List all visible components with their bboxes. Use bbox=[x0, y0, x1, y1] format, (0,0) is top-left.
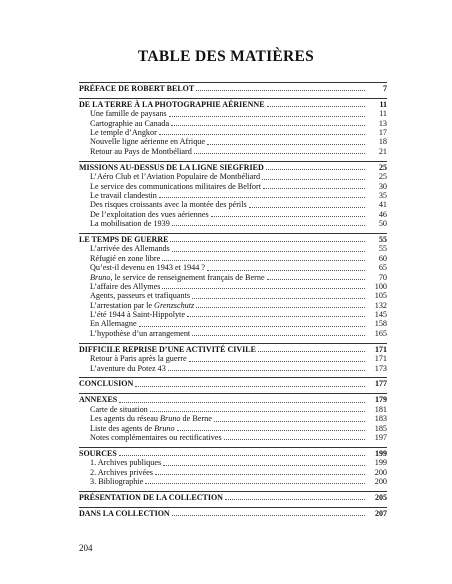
toc-heading-label: LE TEMPS DE GUERRE bbox=[79, 234, 169, 244]
toc-entry-label: 2. Archives privées bbox=[90, 467, 153, 477]
toc-heading-label: SOURCES bbox=[79, 448, 117, 458]
toc-leader bbox=[162, 282, 365, 289]
toc-entry bbox=[79, 301, 387, 310]
toc-section bbox=[79, 343, 387, 373]
toc-leader bbox=[224, 433, 365, 440]
toc-entry-italic: Bruno bbox=[154, 423, 175, 433]
toc-section bbox=[79, 507, 387, 518]
toc-page-number: 199 bbox=[374, 458, 387, 468]
toc-leader bbox=[162, 254, 365, 261]
toc-entry-label: L’arrestation par le Grenzschutz bbox=[90, 300, 195, 310]
toc-entry bbox=[79, 291, 387, 300]
toc-entry bbox=[79, 364, 387, 373]
toc-entry-label: Agents, passeurs et trafiquants bbox=[90, 291, 191, 301]
toc-entry bbox=[79, 244, 387, 253]
toc-entry-label: Liste des agents de Bruno bbox=[90, 423, 175, 433]
toc-leader bbox=[214, 415, 365, 422]
toc-heading-label: DANS LA COLLECTION bbox=[79, 508, 170, 518]
page-title: TABLE DES MATIÈRES bbox=[137, 48, 315, 65]
toc-leader bbox=[172, 219, 365, 226]
toc-page-number: 17 bbox=[378, 128, 387, 138]
toc-leader bbox=[170, 235, 365, 242]
toc-entry-label: Retour au Pays de Montbéliard bbox=[90, 146, 192, 156]
toc-leader bbox=[266, 163, 365, 170]
toc-page-number: 165 bbox=[374, 328, 387, 338]
toc-entry-label: Carte de situation bbox=[90, 404, 148, 414]
toc-entry-italic: Bruno bbox=[160, 414, 181, 424]
toc-leader bbox=[196, 84, 365, 91]
page-number: 204 bbox=[79, 543, 93, 553]
toc-entry-label: Le service des communications militaires de Belfort bbox=[90, 181, 261, 191]
toc-section-heading bbox=[79, 395, 387, 404]
toc-entry-label: En Allemagne bbox=[90, 319, 137, 329]
toc-entry-label: Les agents du réseau Bruno de Berne bbox=[90, 414, 212, 424]
toc-section-heading bbox=[79, 84, 387, 93]
toc-entry-label: De l’exploitation des vues aériennes bbox=[90, 209, 209, 219]
toc-entry bbox=[79, 191, 387, 200]
toc-heading-label: MISSIONS AU-DESSUS DE LA LIGNE SIEGFRIED bbox=[79, 162, 264, 172]
toc-heading-label: PRÉSENTATION DE LA COLLECTION bbox=[79, 492, 223, 502]
toc-section-heading bbox=[79, 345, 387, 354]
toc-page-number: 60 bbox=[378, 253, 387, 263]
toc-entry-label: Nouvelle ligne aérienne en Afrique bbox=[90, 137, 206, 147]
toc-leader bbox=[169, 110, 365, 117]
toc-entry-label: La mobilisation de 1939 bbox=[90, 219, 170, 229]
toc-page-number: 171 bbox=[375, 344, 387, 354]
toc-leader bbox=[119, 449, 365, 456]
toc-page-number: 65 bbox=[378, 263, 387, 273]
toc-entry-label: 1. Archives publiques bbox=[90, 458, 162, 468]
toc-page-number: 145 bbox=[374, 310, 387, 320]
toc-entry-label: L’affaire des Allymes bbox=[90, 281, 161, 291]
toc-heading-label: PRÉFACE DE ROBERT BELOT bbox=[79, 84, 195, 93]
toc-section-heading bbox=[79, 163, 387, 172]
toc-entry bbox=[79, 182, 387, 191]
toc-page-number: 18 bbox=[378, 137, 387, 147]
toc-page-number: 21 bbox=[378, 146, 387, 156]
toc-page-number: 25 bbox=[378, 172, 387, 182]
toc-section-heading bbox=[79, 100, 387, 109]
toc-page-number: 183 bbox=[374, 414, 387, 424]
toc-leader bbox=[207, 264, 365, 271]
toc-entry-label: Le temple d’Angkor bbox=[90, 128, 157, 138]
toc-section bbox=[79, 98, 387, 156]
toc-leader bbox=[263, 182, 365, 189]
toc-leader bbox=[168, 364, 365, 371]
toc-page-number: 200 bbox=[374, 476, 387, 486]
toc-page-number: 55 bbox=[379, 234, 387, 244]
toc-section bbox=[79, 393, 387, 442]
toc-entry bbox=[79, 119, 387, 128]
toc-entry-label: Bruno, le service de renseignement français de Berne bbox=[90, 272, 265, 282]
toc-entry-label: L’hypothèse d’un arrangement bbox=[90, 328, 191, 338]
toc-page-number: 171 bbox=[374, 354, 387, 364]
toc-section bbox=[79, 491, 387, 502]
toc-leader bbox=[159, 128, 365, 135]
toc-leader bbox=[150, 405, 365, 412]
toc-page-number: 199 bbox=[375, 448, 387, 458]
toc-section bbox=[79, 82, 387, 93]
toc-page-number: 181 bbox=[374, 404, 387, 414]
toc-entry bbox=[79, 254, 387, 263]
toc-leader bbox=[267, 100, 365, 107]
toc-page-number: 100 bbox=[374, 281, 387, 291]
toc-entry-label: Le travail clandestin bbox=[90, 190, 157, 200]
toc-page-number: 132 bbox=[374, 300, 387, 310]
toc-entry bbox=[79, 329, 387, 338]
toc-page-number: 46 bbox=[378, 209, 387, 219]
toc-entry bbox=[79, 424, 387, 433]
toc-section bbox=[79, 447, 387, 487]
toc-entry-italic: Grenzschutz bbox=[154, 300, 195, 310]
toc-page-number: 11 bbox=[379, 99, 387, 109]
toc-leader bbox=[135, 380, 365, 387]
toc-entry bbox=[79, 109, 387, 118]
toc-entry bbox=[79, 433, 387, 442]
toc-entry-label: L’arrivée des Allemands bbox=[90, 244, 170, 254]
toc-leader bbox=[139, 320, 365, 327]
toc-entry bbox=[79, 273, 387, 282]
toc-leader bbox=[207, 138, 365, 145]
toc-leader bbox=[119, 396, 365, 403]
toc-leader bbox=[155, 468, 365, 475]
toc-leader bbox=[225, 493, 365, 500]
toc-entry bbox=[79, 458, 387, 467]
toc-entry-label: Cartographie au Canada bbox=[90, 118, 170, 128]
toc-entry bbox=[79, 414, 387, 423]
toc-leader bbox=[267, 273, 365, 280]
toc-leader bbox=[177, 424, 365, 431]
toc-page-number: 7 bbox=[383, 84, 387, 93]
toc-page-number: 41 bbox=[378, 200, 387, 210]
toc-entry bbox=[79, 263, 387, 272]
toc-section bbox=[79, 377, 387, 388]
toc-entry bbox=[79, 282, 387, 291]
toc-leader bbox=[196, 301, 365, 308]
toc-heading-label: ANNEXES bbox=[79, 395, 118, 405]
toc-page-number: 35 bbox=[378, 190, 387, 200]
toc-entry bbox=[79, 477, 387, 486]
toc-page-number: 70 bbox=[378, 272, 387, 282]
toc-entry bbox=[79, 137, 387, 146]
toc-section-heading bbox=[79, 235, 387, 244]
toc-heading-label: CONCLUSION bbox=[79, 379, 134, 389]
toc-entry-label: L’Aéro Club et l’Aviation Populaire de Montbéliard bbox=[90, 172, 261, 182]
toc-entry-label: L’été 1944 à Saint-Hippolyte bbox=[90, 310, 185, 320]
toc-page-number: 179 bbox=[375, 395, 387, 405]
toc-page-number: 50 bbox=[378, 219, 387, 229]
toc-leader bbox=[159, 191, 365, 198]
toc-page-number: 177 bbox=[375, 379, 387, 389]
toc-heading-label: DIFFICILE REPRISE D’UNE ACTIVITÉ CIVILE bbox=[79, 344, 256, 354]
toc-entry bbox=[79, 200, 387, 209]
toc-page-number: 11 bbox=[379, 109, 387, 119]
toc-entry bbox=[79, 405, 387, 414]
toc-entry-label: Qu’est-il devenu en 1943 et 1944 ? bbox=[90, 263, 206, 273]
toc-leader bbox=[192, 329, 365, 336]
toc-entry bbox=[79, 468, 387, 477]
toc-leader bbox=[194, 147, 365, 154]
toc-entry-label: 3. Bibliographie bbox=[90, 476, 144, 486]
toc-page-number: 13 bbox=[378, 118, 387, 128]
toc-entry bbox=[79, 354, 387, 363]
toc-leader bbox=[192, 292, 365, 299]
toc-entry-label: Des risques croissants avec la montée des périls bbox=[90, 200, 247, 210]
toc-page-number: 185 bbox=[374, 423, 387, 433]
toc-leader bbox=[211, 210, 365, 217]
toc-heading-label: DE LA TERRE À LA PHOTOGRAPHIE AÉRIENNE bbox=[79, 99, 265, 109]
toc-section bbox=[79, 161, 387, 229]
table-of-contents bbox=[79, 82, 387, 523]
toc-section-heading bbox=[79, 449, 387, 458]
toc-entry-label: Réfugié en zone libre bbox=[90, 253, 161, 263]
toc-entry bbox=[79, 210, 387, 219]
toc-page-number: 197 bbox=[374, 432, 387, 442]
toc-page-number: 158 bbox=[374, 319, 387, 329]
toc-leader bbox=[189, 355, 365, 362]
toc-entry-italic: Bruno bbox=[90, 272, 111, 282]
toc-entry bbox=[79, 310, 387, 319]
toc-page-number: 207 bbox=[375, 508, 387, 518]
toc-leader bbox=[145, 477, 365, 484]
toc-leader bbox=[262, 173, 365, 180]
toc-entry bbox=[79, 319, 387, 328]
toc-section-heading bbox=[79, 379, 387, 388]
toc-entry-label: Retour à Paris après la guerre bbox=[90, 354, 187, 364]
toc-entry bbox=[79, 128, 387, 137]
toc-page-number: 105 bbox=[374, 291, 387, 301]
toc-page-number: 55 bbox=[378, 244, 387, 254]
toc-leader bbox=[187, 310, 365, 317]
toc-page-number: 25 bbox=[379, 162, 387, 172]
toc-leader bbox=[172, 245, 365, 252]
toc-page-number: 205 bbox=[375, 492, 387, 502]
toc-leader bbox=[171, 119, 365, 126]
toc-section-heading bbox=[79, 493, 387, 502]
toc-entry-label: L’aventure du Potez 43 bbox=[90, 363, 166, 373]
toc-page-number: 30 bbox=[378, 181, 387, 191]
toc-leader bbox=[249, 201, 365, 208]
toc-entry-label: Une famille de paysans bbox=[90, 109, 167, 119]
toc-entry bbox=[79, 219, 387, 228]
toc-entry-label: Notes complémentaires ou rectificatives bbox=[90, 432, 222, 442]
toc-page-number: 200 bbox=[374, 467, 387, 477]
toc-page-number: 173 bbox=[374, 363, 387, 373]
toc-leader bbox=[258, 345, 365, 352]
toc-section-heading bbox=[79, 509, 387, 518]
toc-entry bbox=[79, 147, 387, 156]
toc-entry bbox=[79, 172, 387, 181]
toc-leader bbox=[172, 509, 365, 516]
toc-leader bbox=[163, 459, 365, 466]
toc-section bbox=[79, 233, 387, 338]
